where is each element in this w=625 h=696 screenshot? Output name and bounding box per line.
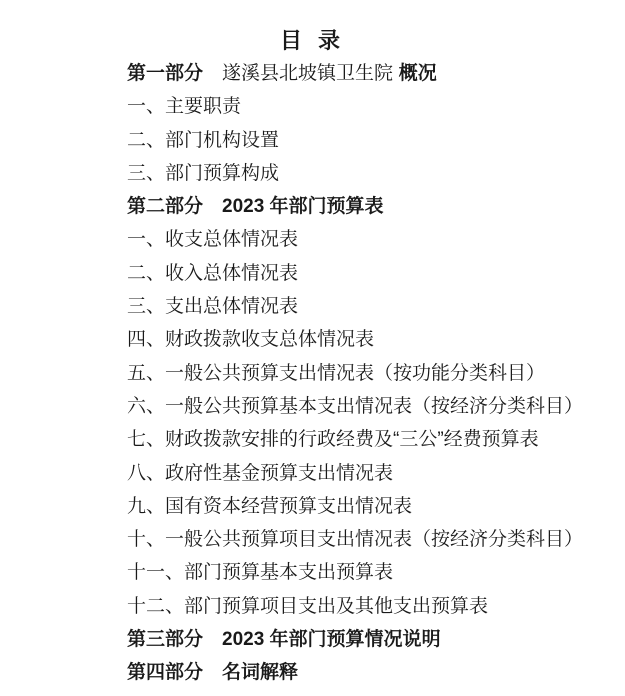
toc-section-part4 bbox=[127, 656, 605, 689]
toc-item-label: 二、收入总体情况表 bbox=[127, 262, 299, 284]
toc-item-state-capital-expense bbox=[127, 490, 605, 523]
toc-item-label: 七、财政拨款安排的行政经费及“三公”经费预算表 bbox=[127, 429, 539, 451]
toc-item-public-budget-expense bbox=[127, 357, 605, 390]
toc-item-label: 一、主要职责 bbox=[127, 96, 242, 118]
toc-section-label: 第三部分 bbox=[127, 629, 204, 651]
toc-section-label: 第二部分 bbox=[127, 196, 204, 218]
toc-section-label: 第四部分 bbox=[127, 662, 204, 684]
toc-item-label: 九、国有资本经营预算支出情况表 bbox=[127, 495, 413, 517]
toc-item-income-overview bbox=[127, 257, 605, 290]
toc-item-label: 三、部门预算构成 bbox=[127, 162, 280, 184]
toc-item-public-budget-project-expense bbox=[127, 523, 605, 556]
toc-item-dept-basic-expense-budget bbox=[127, 556, 605, 589]
toc-item-label: 五、一般公共预算支出情况表（按功能分类科目） bbox=[127, 362, 546, 384]
toc-item-government-fund-expense bbox=[127, 457, 605, 490]
toc-item-expense-overview bbox=[127, 290, 605, 323]
toc-item-label: 十二、部门预算项目支出及其他支出预算表 bbox=[127, 595, 489, 617]
page-title: 目 录 bbox=[279, 28, 346, 53]
toc-item-label: 三、支出总体情况表 bbox=[127, 296, 299, 318]
toc-item-label: 八、政府性基金预算支出情况表 bbox=[127, 462, 394, 484]
toc-section-label: 第一部分 bbox=[127, 63, 204, 84]
toc-item-label: 六、一般公共预算基本支出情况表（按经济分类科目） bbox=[127, 395, 584, 417]
toc-item-public-budget-basic-expense bbox=[127, 390, 605, 423]
toc-item-label: 十、一般公共预算项目支出情况表（按经济分类科目） bbox=[127, 529, 584, 551]
toc-section-part1 bbox=[127, 57, 605, 90]
toc-item-label: 四、财政拨款收支总体情况表 bbox=[127, 329, 375, 351]
toc-item-fiscal-allocation-overview bbox=[127, 323, 605, 356]
toc-item-label: 二、部门机构设置 bbox=[127, 129, 280, 151]
toc-item-admin-three-public-funds bbox=[127, 423, 605, 456]
toc-section-part2 bbox=[127, 190, 605, 223]
toc-section-suffix: 概况 bbox=[398, 63, 437, 84]
toc-item-label: 一、收支总体情况表 bbox=[127, 229, 299, 251]
toc-section-part3 bbox=[127, 623, 605, 656]
table-of-contents bbox=[0, 57, 625, 690]
toc-item-dept-project-other-expense bbox=[127, 590, 605, 623]
toc-section-title: 2023 年部门预算表 bbox=[222, 196, 384, 218]
toc-item-income-expense-overview bbox=[127, 223, 605, 256]
toc-item-label: 十一、部门预算基本支出预算表 bbox=[127, 562, 394, 584]
toc-section-text: 遂溪县北坡镇卫生院 bbox=[222, 63, 394, 84]
toc-item-budget-composition bbox=[127, 157, 605, 190]
toc-section-title: 名词解释 bbox=[222, 662, 299, 684]
toc-item-main-duties bbox=[127, 90, 605, 123]
toc-section-title: 2023 年部门预算情况说明 bbox=[222, 629, 441, 651]
toc-item-org-structure bbox=[127, 124, 605, 157]
